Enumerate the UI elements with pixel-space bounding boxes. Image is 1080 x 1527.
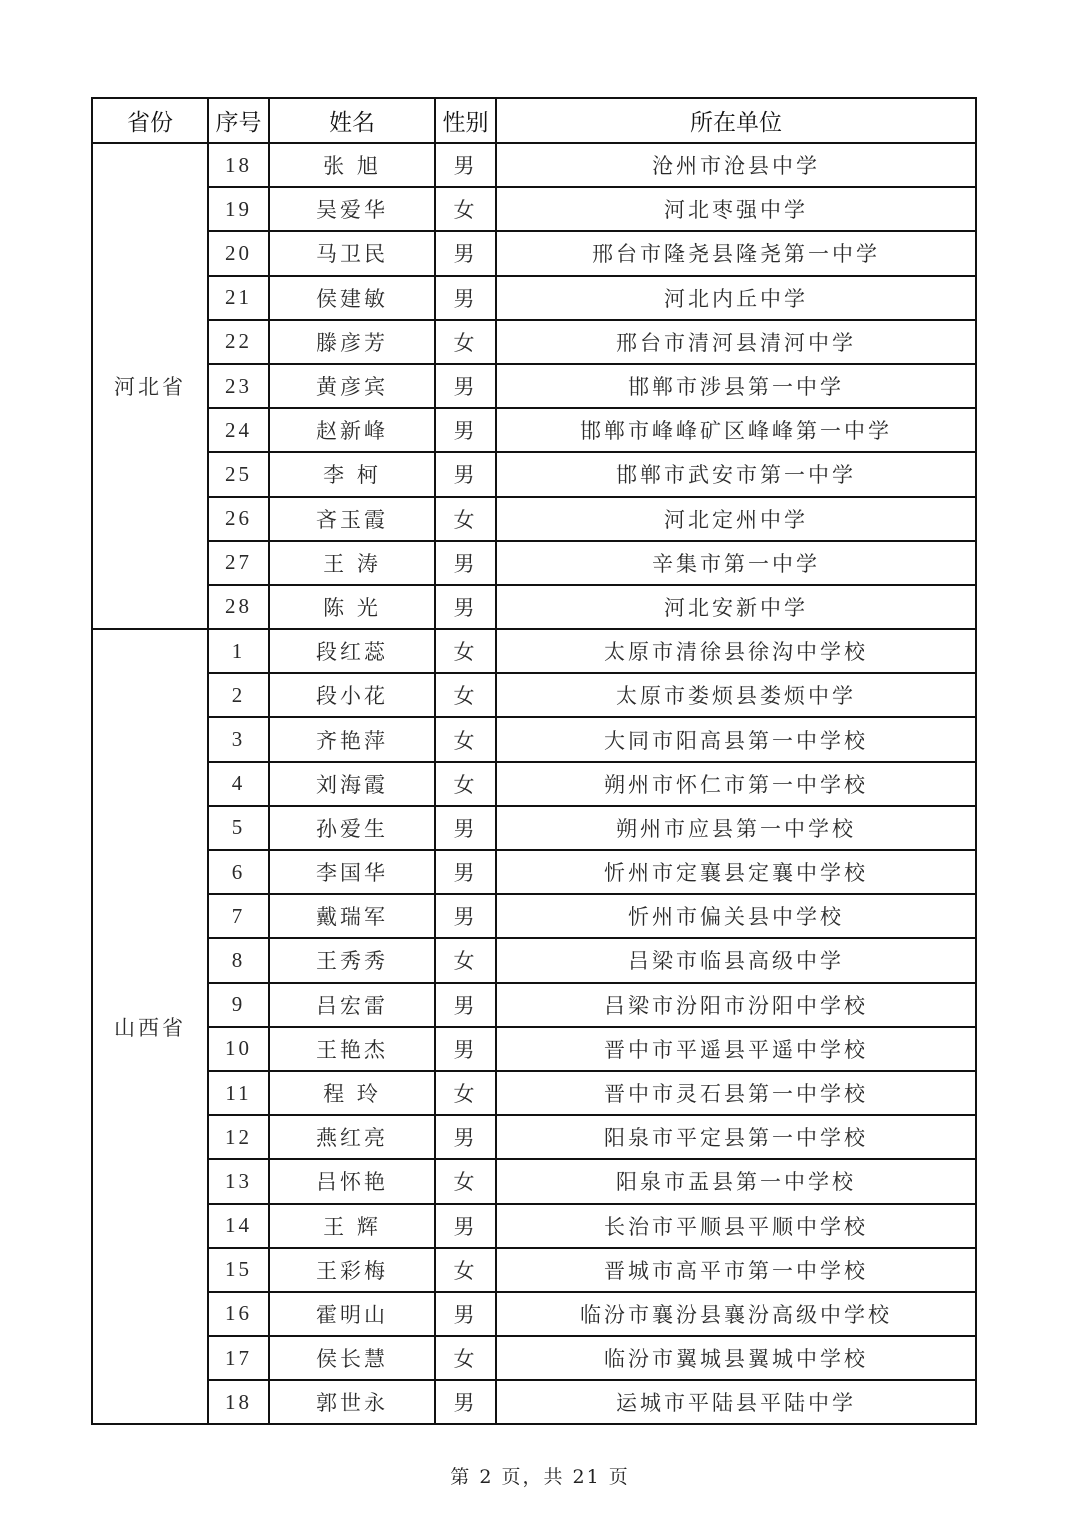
unit-cell: 吕梁市汾阳市汾阳中学校 — [496, 983, 976, 1027]
name-cell: 张 旭 — [269, 143, 435, 187]
table-row — [92, 1204, 976, 1248]
seq-cell: 22 — [208, 320, 269, 364]
name-cell: 孙爱生 — [269, 806, 435, 850]
gender-cell: 女 — [435, 673, 496, 717]
name-cell: 王 辉 — [269, 1204, 435, 1248]
unit-cell: 河北内丘中学 — [496, 276, 976, 320]
seq-cell: 17 — [208, 1336, 269, 1380]
header-province: 省份 — [92, 98, 208, 143]
header-seq: 序号 — [208, 98, 269, 143]
table-body — [92, 143, 976, 1424]
gender-cell: 男 — [435, 806, 496, 850]
name-cell: 王秀秀 — [269, 938, 435, 982]
header-row — [92, 98, 976, 143]
gender-cell: 男 — [435, 1204, 496, 1248]
unit-cell: 临汾市襄汾县襄汾高级中学校 — [496, 1292, 976, 1336]
seq-cell: 12 — [208, 1115, 269, 1159]
table-row — [92, 585, 976, 629]
table-row — [92, 276, 976, 320]
gender-cell: 男 — [435, 364, 496, 408]
seq-cell: 20 — [208, 231, 269, 275]
roster-table — [91, 97, 977, 1425]
name-cell: 滕彦芳 — [269, 320, 435, 364]
seq-cell: 15 — [208, 1248, 269, 1292]
table-row — [92, 717, 976, 761]
table-row — [92, 1115, 976, 1159]
unit-cell: 朔州市应县第一中学校 — [496, 806, 976, 850]
name-cell: 程 玲 — [269, 1071, 435, 1115]
header-unit: 所在单位 — [496, 98, 976, 143]
gender-cell: 男 — [435, 850, 496, 894]
unit-cell: 河北定州中学 — [496, 497, 976, 541]
name-cell: 侯建敏 — [269, 276, 435, 320]
gender-cell: 男 — [435, 231, 496, 275]
table-row — [92, 1336, 976, 1380]
seq-cell: 7 — [208, 894, 269, 938]
name-cell: 刘海霞 — [269, 762, 435, 806]
table-row — [92, 408, 976, 452]
unit-cell: 太原市清徐县徐沟中学校 — [496, 629, 976, 673]
name-cell: 霍明山 — [269, 1292, 435, 1336]
name-cell: 李国华 — [269, 850, 435, 894]
table-row — [92, 1380, 976, 1424]
gender-cell: 男 — [435, 452, 496, 496]
gender-cell: 男 — [435, 541, 496, 585]
unit-cell: 长治市平顺县平顺中学校 — [496, 1204, 976, 1248]
unit-cell: 邢台市隆尧县隆尧第一中学 — [496, 231, 976, 275]
name-cell: 吴爱华 — [269, 187, 435, 231]
seq-cell: 14 — [208, 1204, 269, 1248]
seq-cell: 21 — [208, 276, 269, 320]
unit-cell: 运城市平陆县平陆中学 — [496, 1380, 976, 1424]
table-row — [92, 497, 976, 541]
seq-cell: 16 — [208, 1292, 269, 1336]
table-row — [92, 452, 976, 496]
seq-cell: 28 — [208, 585, 269, 629]
gender-cell: 男 — [435, 894, 496, 938]
gender-cell: 女 — [435, 187, 496, 231]
table-row — [92, 850, 976, 894]
gender-cell: 女 — [435, 320, 496, 364]
unit-cell: 阳泉市盂县第一中学校 — [496, 1159, 976, 1203]
gender-cell: 男 — [435, 1292, 496, 1336]
province-cell: 山西省 — [92, 629, 208, 1424]
gender-cell: 男 — [435, 1115, 496, 1159]
header-name: 姓名 — [269, 98, 435, 143]
name-cell: 黄彦宾 — [269, 364, 435, 408]
table-row — [92, 1292, 976, 1336]
name-cell: 吕怀艳 — [269, 1159, 435, 1203]
table-row — [92, 762, 976, 806]
name-cell: 吕宏雷 — [269, 983, 435, 1027]
unit-cell: 阳泉市平定县第一中学校 — [496, 1115, 976, 1159]
table-row — [92, 1027, 976, 1071]
unit-cell: 太原市娄烦县娄烦中学 — [496, 673, 976, 717]
unit-cell: 晋城市高平市第一中学校 — [496, 1248, 976, 1292]
name-cell: 燕红亮 — [269, 1115, 435, 1159]
name-cell: 吝玉霞 — [269, 497, 435, 541]
unit-cell: 邯郸市峰峰矿区峰峰第一中学 — [496, 408, 976, 452]
table-row — [92, 541, 976, 585]
table-header — [92, 98, 976, 143]
seq-cell: 6 — [208, 850, 269, 894]
unit-cell: 晋中市灵石县第一中学校 — [496, 1071, 976, 1115]
gender-cell: 女 — [435, 1336, 496, 1380]
name-cell: 赵新峰 — [269, 408, 435, 452]
gender-cell: 女 — [435, 1248, 496, 1292]
gender-cell: 女 — [435, 1071, 496, 1115]
seq-cell: 23 — [208, 364, 269, 408]
name-cell: 王彩梅 — [269, 1248, 435, 1292]
unit-cell: 忻州市偏关县中学校 — [496, 894, 976, 938]
table-row — [92, 1071, 976, 1115]
gender-cell: 女 — [435, 938, 496, 982]
gender-cell: 女 — [435, 629, 496, 673]
table-row — [92, 983, 976, 1027]
gender-cell: 女 — [435, 762, 496, 806]
seq-cell: 26 — [208, 497, 269, 541]
unit-cell: 沧州市沧县中学 — [496, 143, 976, 187]
table-row — [92, 364, 976, 408]
table-row — [92, 143, 976, 187]
table-row — [92, 673, 976, 717]
gender-cell: 男 — [435, 1380, 496, 1424]
header-gender: 性别 — [435, 98, 496, 143]
unit-cell: 晋中市平遥县平遥中学校 — [496, 1027, 976, 1071]
seq-cell: 1 — [208, 629, 269, 673]
table-row — [92, 1248, 976, 1292]
seq-cell: 13 — [208, 1159, 269, 1203]
name-cell: 戴瑞军 — [269, 894, 435, 938]
seq-cell: 3 — [208, 717, 269, 761]
unit-cell: 河北枣强中学 — [496, 187, 976, 231]
unit-cell: 朔州市怀仁市第一中学校 — [496, 762, 976, 806]
page-footer: 第 2 页，共 21 页 — [450, 1466, 630, 1488]
unit-cell: 河北安新中学 — [496, 585, 976, 629]
seq-cell: 10 — [208, 1027, 269, 1071]
seq-cell: 9 — [208, 983, 269, 1027]
seq-cell: 5 — [208, 806, 269, 850]
table-row — [92, 806, 976, 850]
gender-cell: 女 — [435, 497, 496, 541]
table-row — [92, 629, 976, 673]
table-row — [92, 894, 976, 938]
seq-cell: 25 — [208, 452, 269, 496]
gender-cell: 男 — [435, 983, 496, 1027]
seq-cell: 18 — [208, 143, 269, 187]
unit-cell: 邯郸市涉县第一中学 — [496, 364, 976, 408]
gender-cell: 男 — [435, 143, 496, 187]
unit-cell: 邢台市清河县清河中学 — [496, 320, 976, 364]
table-row — [92, 1159, 976, 1203]
name-cell: 齐艳萍 — [269, 717, 435, 761]
unit-cell: 吕梁市临县高级中学 — [496, 938, 976, 982]
name-cell: 李 柯 — [269, 452, 435, 496]
gender-cell: 男 — [435, 276, 496, 320]
table-row — [92, 320, 976, 364]
seq-cell: 8 — [208, 938, 269, 982]
seq-cell: 19 — [208, 187, 269, 231]
seq-cell: 2 — [208, 673, 269, 717]
seq-cell: 18 — [208, 1380, 269, 1424]
name-cell: 王 涛 — [269, 541, 435, 585]
table-row — [92, 231, 976, 275]
unit-cell: 大同市阳高县第一中学校 — [496, 717, 976, 761]
unit-cell: 忻州市定襄县定襄中学校 — [496, 850, 976, 894]
seq-cell: 24 — [208, 408, 269, 452]
name-cell: 郭世永 — [269, 1380, 435, 1424]
table-row — [92, 187, 976, 231]
seq-cell: 27 — [208, 541, 269, 585]
seq-cell: 4 — [208, 762, 269, 806]
unit-cell: 辛集市第一中学 — [496, 541, 976, 585]
name-cell: 段小花 — [269, 673, 435, 717]
province-cell: 河北省 — [92, 143, 208, 629]
gender-cell: 男 — [435, 408, 496, 452]
gender-cell: 女 — [435, 717, 496, 761]
name-cell: 段红蕊 — [269, 629, 435, 673]
seq-cell: 11 — [208, 1071, 269, 1115]
unit-cell: 临汾市翼城县翼城中学校 — [496, 1336, 976, 1380]
gender-cell: 男 — [435, 585, 496, 629]
gender-cell: 男 — [435, 1027, 496, 1071]
table-row — [92, 938, 976, 982]
gender-cell: 女 — [435, 1159, 496, 1203]
name-cell: 马卫民 — [269, 231, 435, 275]
name-cell: 王艳杰 — [269, 1027, 435, 1071]
name-cell: 陈 光 — [269, 585, 435, 629]
name-cell: 侯长慧 — [269, 1336, 435, 1380]
unit-cell: 邯郸市武安市第一中学 — [496, 452, 976, 496]
